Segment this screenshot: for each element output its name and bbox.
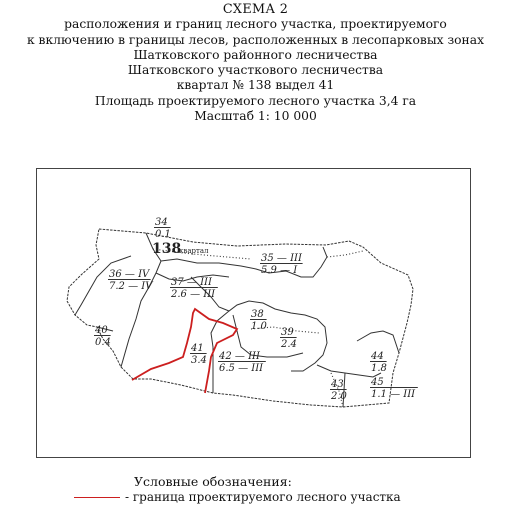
plot-label-area: 2.4 (281, 339, 297, 350)
scheme-title: СХЕМА 2 (222, 2, 289, 17)
legend-title: Условные обозначения: (134, 474, 292, 489)
plot-label-area: 1.0 (251, 321, 267, 332)
scheme-subtitle-line-1: расположения и границ лесного участка, проектируемого (64, 17, 447, 32)
quarter-boundary (67, 229, 413, 407)
plot-label-area: 2.6 — III (171, 289, 216, 300)
plot-label-area: 2.0 (331, 391, 347, 402)
section-line (357, 331, 399, 353)
section-lines (75, 233, 399, 407)
map-frame (36, 168, 471, 458)
plot-label-number: 41 (191, 343, 204, 354)
plot-area: Площадь проектируемого лесного участка 3,4 га (94, 93, 417, 108)
district-forestry-name: Шатковского районного лесничества (133, 47, 378, 62)
plot-label-number: 36 — IV (109, 269, 150, 280)
legend-item-label: - граница проектируемого лесного участка (125, 490, 401, 504)
plot-label-number: 42 — III (219, 351, 260, 362)
legend-red-line-swatch (74, 497, 120, 498)
plot-label-area: 0.1 (155, 229, 171, 240)
plot-label-area: 0.4 (95, 337, 111, 348)
plot-label-number: 45 (371, 377, 384, 388)
quarter-number-label: 138 (152, 241, 182, 257)
forest-plot-map (37, 169, 470, 457)
clearing-line (327, 251, 363, 257)
plot-label-number: 39 (281, 327, 294, 338)
plot-label-area: 3.4 (191, 355, 207, 366)
plot-label-area: 1.8 (371, 363, 387, 374)
quarter-word-label: квартал (179, 247, 209, 255)
plot-label-area: 1.1 — III (371, 389, 416, 400)
plot-label-number: 40 (95, 325, 108, 336)
plot-label-number: 43 (331, 379, 344, 390)
plot-label-area: 6.5 — III (219, 363, 264, 374)
quarter-allotment: квартал № 138 выдел 41 (176, 78, 335, 93)
plot-label-area: 7.2 — IV (109, 281, 153, 292)
scheme-subtitle-line-2: к включению в границы лесов, расположенных в лесопарковых зонах (26, 32, 485, 47)
plot-label-number: 34 (155, 217, 168, 228)
plot-label-number: 38 (251, 309, 264, 320)
local-forestry-name: Шатковского участкового лесничества (127, 63, 384, 78)
plot-label-number: 37 — III (171, 277, 212, 288)
plot-label-number: 35 — III (261, 253, 302, 264)
map-scale: Масштаб 1: 10 000 (194, 109, 317, 124)
scheme-header (0, 2, 511, 124)
plot-label-number: 44 (371, 351, 384, 362)
plot-label-area: 5.9 — I (261, 265, 298, 276)
